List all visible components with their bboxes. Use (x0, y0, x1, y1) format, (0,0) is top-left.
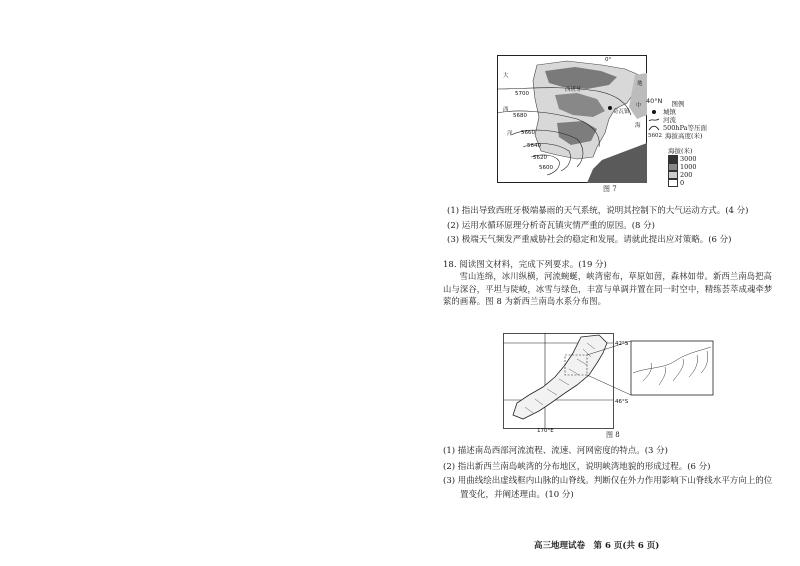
legend-title: 图例 (671, 100, 685, 108)
elev-swatch-0 (668, 179, 678, 187)
elevation-scale: 海拔(米) 3000 1000 200 0 (668, 147, 708, 187)
spain-label: 西班牙 (565, 87, 582, 93)
longitude-label: 0° (605, 57, 612, 63)
contour-5700: 5700 (515, 91, 529, 97)
page-footer: 高三地理试卷 第 6 页(共 6 页) (534, 541, 660, 551)
legend-contour: 500hPa等压面 (648, 124, 708, 132)
question-18-heading: 18. 阅读图文材料，完成下列要求。(19 分) (443, 260, 607, 270)
contour-symbol-icon (648, 124, 660, 132)
question-18-2: (2) 指出新西兰南岛峡湾的分布地区，说明峡湾地貌的形成过程。(6 分) (443, 462, 711, 472)
question-18-material: 雪山连绵，冰川纵横，河流蜿蜒，峡湾密布，草原如茵，森林如带。新西兰南岛把高山与深谷，平坦与陡峻，冰雪与绿色，丰富与单调并置在同一时空中，精练荟萃成魂牵梦萦的画幕。图 8 为新西兰南岛水系分布图。 (443, 271, 773, 306)
legend-river: 河流 (648, 116, 708, 124)
question-18-3 (443, 474, 778, 502)
contour-5640: 5640 (527, 143, 541, 149)
contour-5680: 5680 (513, 113, 527, 119)
atlantic-label-1: 大 (503, 73, 509, 79)
lat-42s: 42°S (615, 341, 629, 347)
town-symbol-icon (648, 108, 660, 116)
atlantic-label-3: 洋 (507, 131, 513, 137)
figure-8-map (503, 333, 718, 433)
elev-swatch-1000 (668, 163, 678, 171)
question-17-2: (2) 运用水循环原理分析奇瓦镇灾情严重的原因。(8 分) (447, 221, 655, 231)
figure-8-caption: 图 8 (606, 431, 620, 439)
question-18-3-line1: (3) 用曲线绘出虚线框内山脉的山脊线。判断仅在外力作用影响下山脊线水平方向上的位 (443, 476, 773, 486)
question-18-1: (1) 描述南岛西部河流流程、流速、河网密度的特点。(3 分) (443, 446, 668, 456)
legend-town: 城镇 (648, 108, 708, 116)
figure-7-caption: 图 7 (603, 185, 617, 193)
river-symbol-icon (648, 117, 660, 123)
lon-170e: 170°E (537, 428, 554, 433)
sea-label-2: 中 (636, 103, 642, 109)
contour-5600: 5600 (539, 165, 553, 171)
legend-contour-height: 5602 海拔高度(米) (648, 132, 703, 140)
elevation-title: 海拔(米) (668, 147, 693, 155)
question-18-3-line2: 置变化，并阐述理由。(10 分) (460, 490, 574, 500)
contour-5660: 5660 (521, 130, 535, 136)
town-label: 奇瓦镇 (613, 109, 630, 115)
lat-46s: 46°S (615, 399, 629, 405)
sea-label-3: 海 (635, 123, 641, 129)
elev-swatch-3000 (668, 155, 678, 163)
figure-7-map (497, 55, 647, 183)
latitude-40n: 40°N (646, 97, 663, 105)
question-17-1: (1) 指出导致西班牙极端暴雨的天气系统，说明其控制下的大气运动方式。(4 分) (447, 206, 749, 216)
atlantic-label-2: 西 (503, 107, 509, 113)
question-17-3: (3) 极端天气频发严重威胁社会的稳定和发展。请就此提出应对策略。(6 分) (447, 235, 732, 245)
elev-swatch-200 (668, 171, 678, 179)
contour-5620: 5620 (533, 155, 547, 161)
sea-label-1: 地 (637, 81, 643, 87)
